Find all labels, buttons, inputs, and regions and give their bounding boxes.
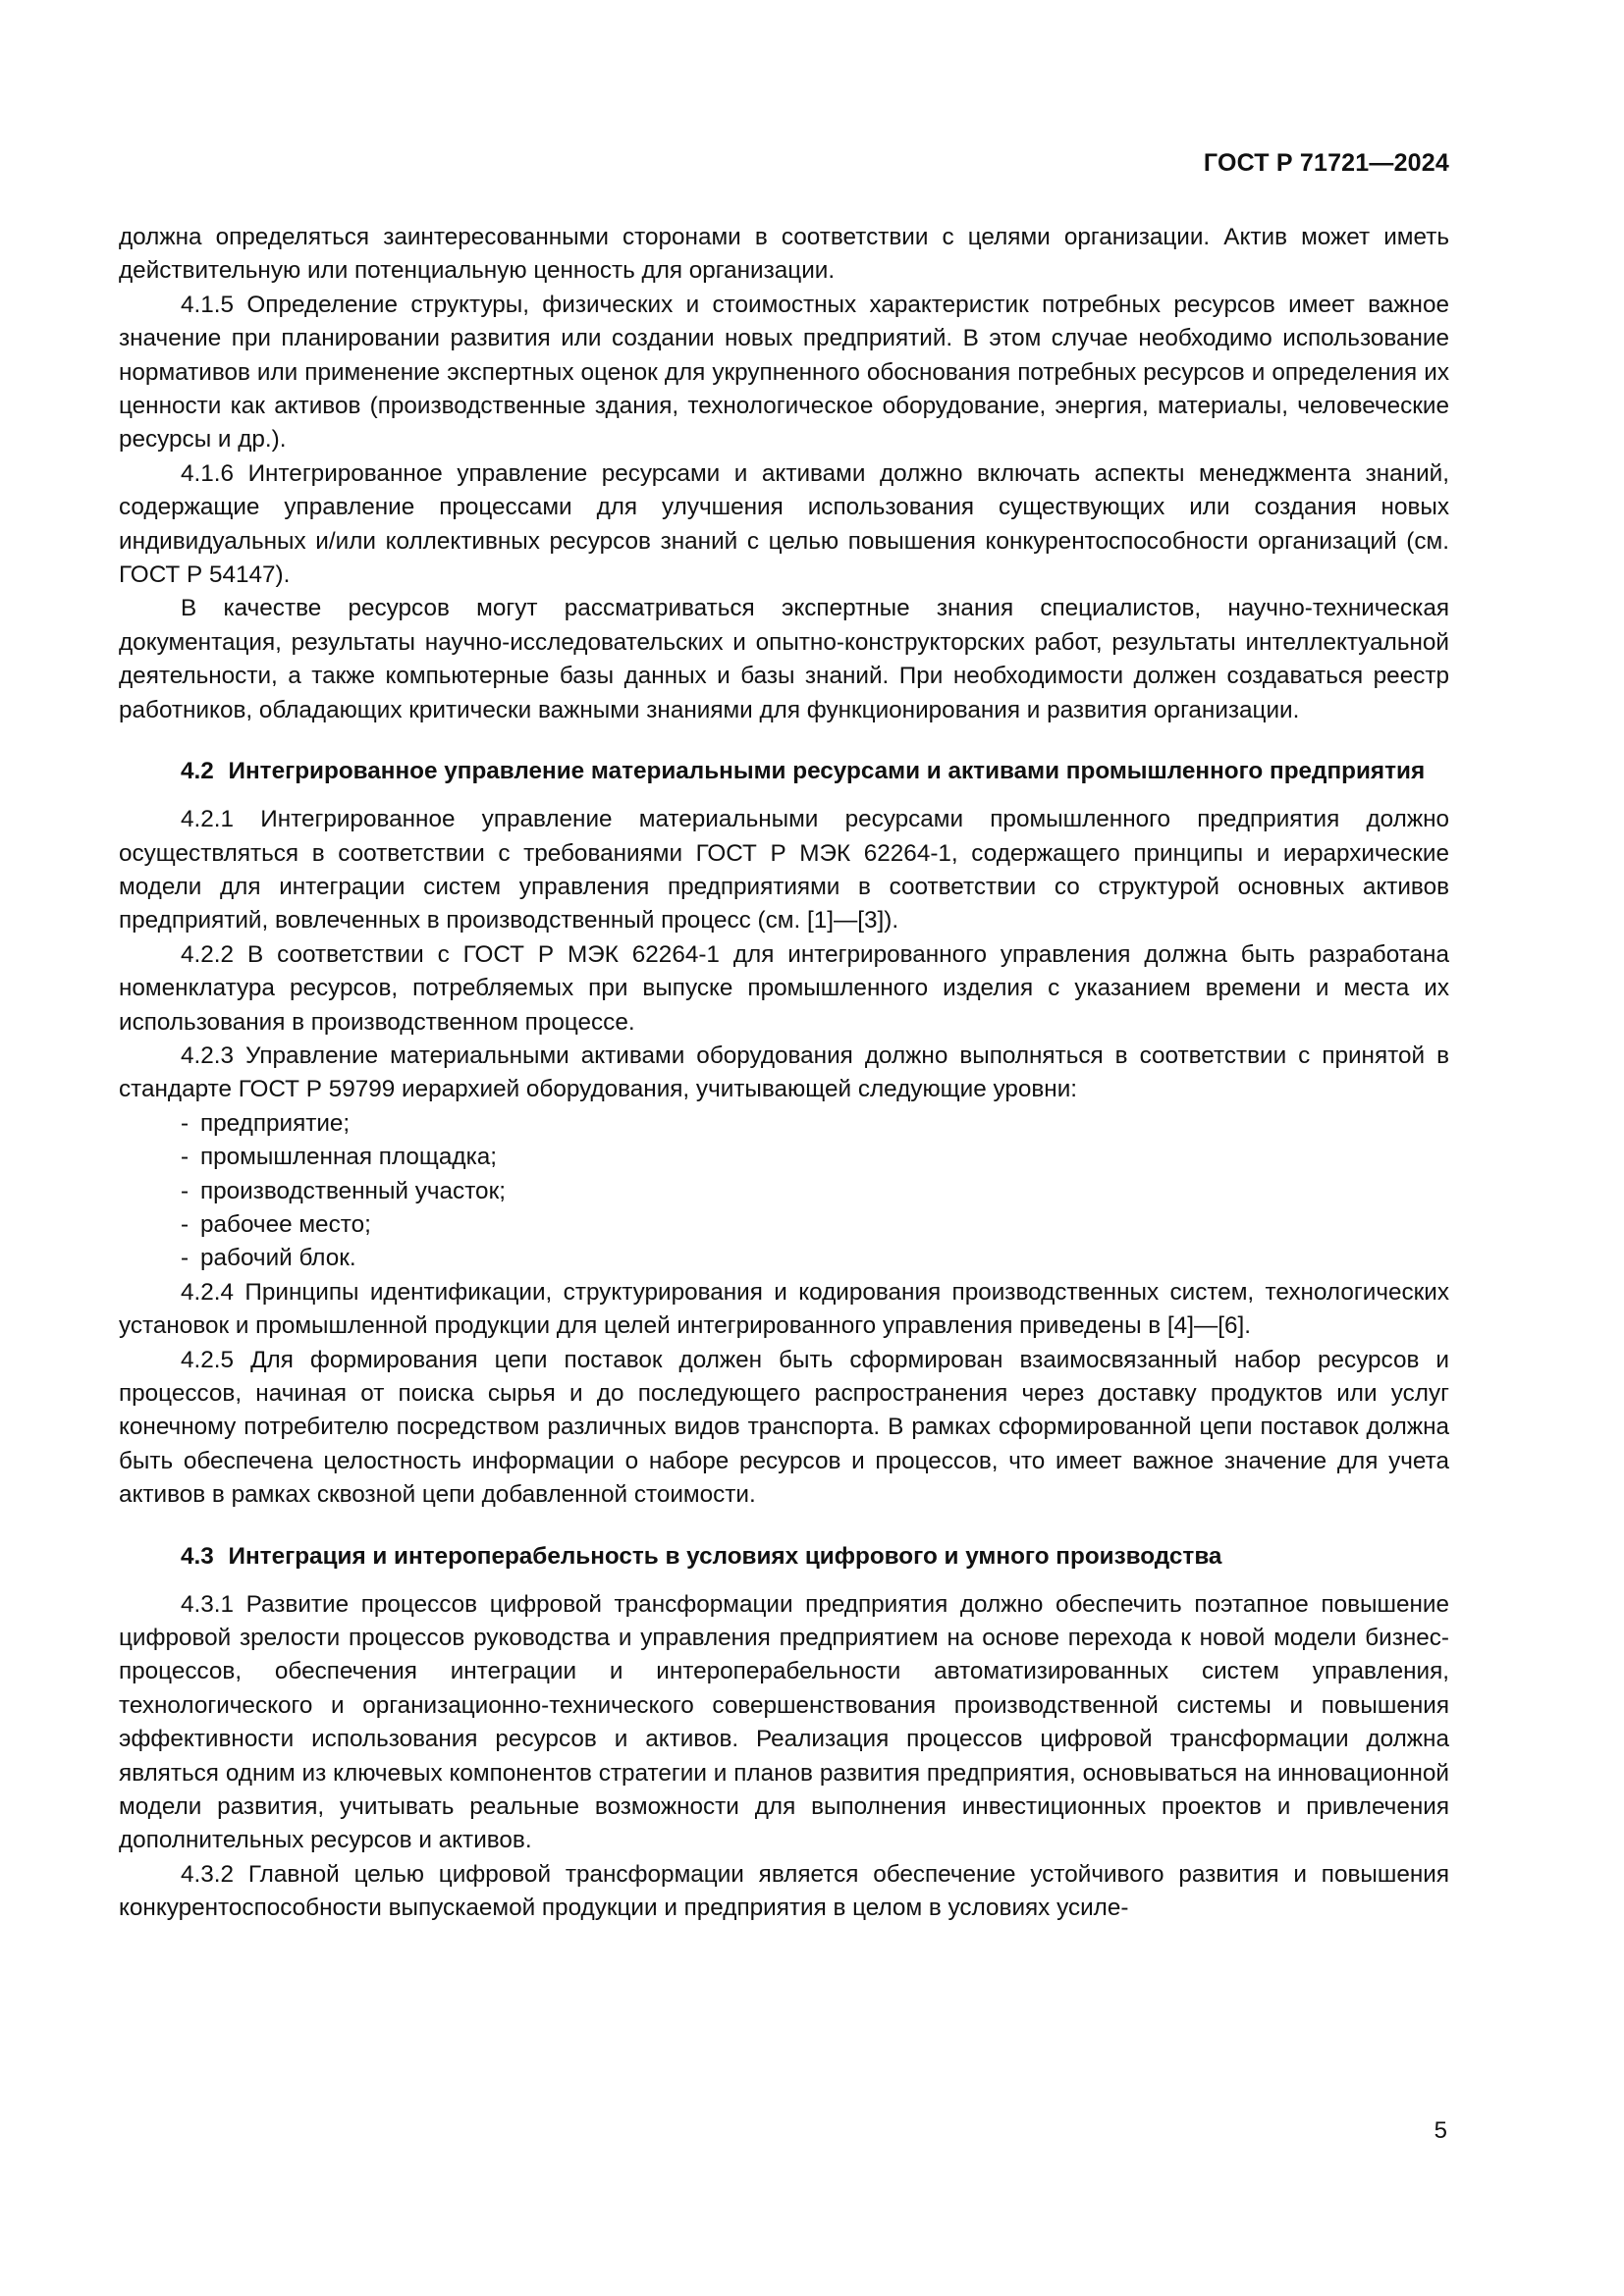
- clause-4-2-2: 4.2.2 В соответствии с ГОСТ Р МЭК 62264-1 для интегрированного управления должна быть разработана номенклатура ресурсов, потребляемых при выпуске промышленного изделия с указанием времени и места их использования в производственном процессе.: [119, 940, 1449, 1036]
- clause-4-2-5: 4.2.5 Для формирования цепи поставок должен быть сформирован взаимосвязанный набор ресурсов и процессов, начиная от поиска сырья и до последующего распространения через доставку продуктов или услуг конечному потребителю посредством различных видов транспорта. В рамках сформированной цепи поставок должна быть обеспечена целостность информации о наборе ресурсов и процессов, что имеет важное значение для учета активов в рамках сквозной цепи добавленной стоимости.: [119, 1346, 1449, 1509]
- section-number: 4.3: [181, 1542, 214, 1570]
- clause-4-3-2: 4.3.2 Главной целью цифровой трансформации является обеспечение устойчивого развития и повышения конкурентоспособности выпускаемой продукции и предприятия в целом в условиях усиле-: [119, 1860, 1449, 1922]
- section-number: 4.2: [181, 758, 214, 785]
- list-dash: -: [181, 1245, 189, 1272]
- section-title: Интеграция и интероперабельность в условиях цифрового и умного производства: [228, 1542, 1222, 1570]
- document-id-header: ГОСТ Р 71721—2024: [1203, 149, 1449, 177]
- list-dash: -: [181, 1109, 189, 1137]
- resources-paragraph: В качестве ресурсов могут рассматриваться экспертные знания специалистов, научно-техническая документация, результаты научно-исследовательских и опытно-конструкторских работ, результаты интеллектуальной деятельности, а также компьютерные базы данных и базы знаний. При необходимости должен создаваться реестр работников, обладающих критически важными знаниями для функционирования и развития организации.: [119, 595, 1449, 723]
- page-number: 5: [1434, 2117, 1447, 2144]
- clause-4-3-1: 4.3.1 Развитие процессов цифровой трансформации предприятия должно обеспечить поэтапное повышение цифровой зрелости процессов руководства и управления предприятием на основе перехода к новой модели бизнес-процессов, обеспечения интеграции и интероперабельности автоматизированных систем управления, технологического и организационно-технического совершенствования производственной системы и повышения эффективности использования ресурсов и активов. Реализация процессов цифровой трансформации должна являться одним из ключевых компонентов стратегии и планов развития предприятия, основываться на инновационной модели развития, учитывать реальные возможности для выполнения инвестиционных проектов и привлечения дополнительных ресурсов и активов.: [119, 1590, 1449, 1854]
- list-item: [181, 1242, 1449, 1275]
- section-title: Интегрированное управление материальными ресурсами и активами промышленного предприятия: [228, 758, 1426, 785]
- list-item-text: производственный участок;: [200, 1177, 506, 1204]
- list-dash: -: [181, 1177, 189, 1204]
- list-item-text: рабочее место;: [200, 1210, 371, 1238]
- document-body: [119, 221, 1449, 1926]
- clause-4-2-1: 4.2.1 Интегрированное управление материальными ресурсами промышленного предприятия должно осуществляться в соответствии с требованиями ГОСТ Р МЭК 62264-1, содержащего принципы и иерархические модели для интеграции систем управления предприятиями в соответствии со структурой основных активов предприятий, вовлеченных в производственный процесс (см. [1]—[3]).: [119, 806, 1449, 934]
- list-item-text: промышленная площадка;: [200, 1144, 498, 1171]
- clause-4-2-3: 4.2.3 Управление материальными активами оборудования должно выполняться в соответствии с принятой в стандарте ГОСТ Р 59799 иерархией оборудования, учитывающей следующие уровни:: [119, 1041, 1449, 1103]
- section-heading-4-3: [181, 1540, 1449, 1573]
- list-dash: -: [181, 1144, 189, 1171]
- section-heading-4-2: [181, 755, 1449, 787]
- clause-4-2-4: 4.2.4 Принципы идентификации, структурирования и кодирования производственных систем, технологических установок и промышленной продукции для целей интегрированного управления приведены в [4]—[6].: [119, 1278, 1449, 1340]
- intro-paragraph: должна определяться заинтересованными сторонами в соответствии с целями организации. Актив может иметь действительную или потенциальную ценность для организации.: [119, 224, 1449, 285]
- list-dash: -: [181, 1210, 189, 1238]
- clause-4-1-6: 4.1.6 Интегрированное управление ресурсами и активами должно включать аспекты менеджмента знаний, содержащие управление процессами для улучшения использования существующих или создания новых индивидуальных и/или коллективных ресурсов знаний с целью повышения конкурентоспособности организаций (см. ГОСТ Р 54147).: [119, 459, 1449, 589]
- list-item-text: рабочий блок.: [200, 1245, 356, 1272]
- list-item: [181, 1141, 1449, 1174]
- list-item: [181, 1175, 1449, 1208]
- list-item: [181, 1107, 1449, 1141]
- equipment-levels-list: [119, 1107, 1449, 1276]
- clause-4-1-5: 4.1.5 Определение структуры, физических и стоимостных характеристик потребных ресурсов имеет важное значение при планировании развития или создании новых предприятий. В этом случае необходимо использование нормативов или применение экспертных оценок для укрупненного обоснования потребных ресурсов и определения их ценности как активов (производственные здания, технологическое оборудование, энергия, материалы, человеческие ресурсы и др.).: [119, 291, 1449, 454]
- list-item: [181, 1208, 1449, 1242]
- list-item-text: предприятие;: [200, 1109, 351, 1137]
